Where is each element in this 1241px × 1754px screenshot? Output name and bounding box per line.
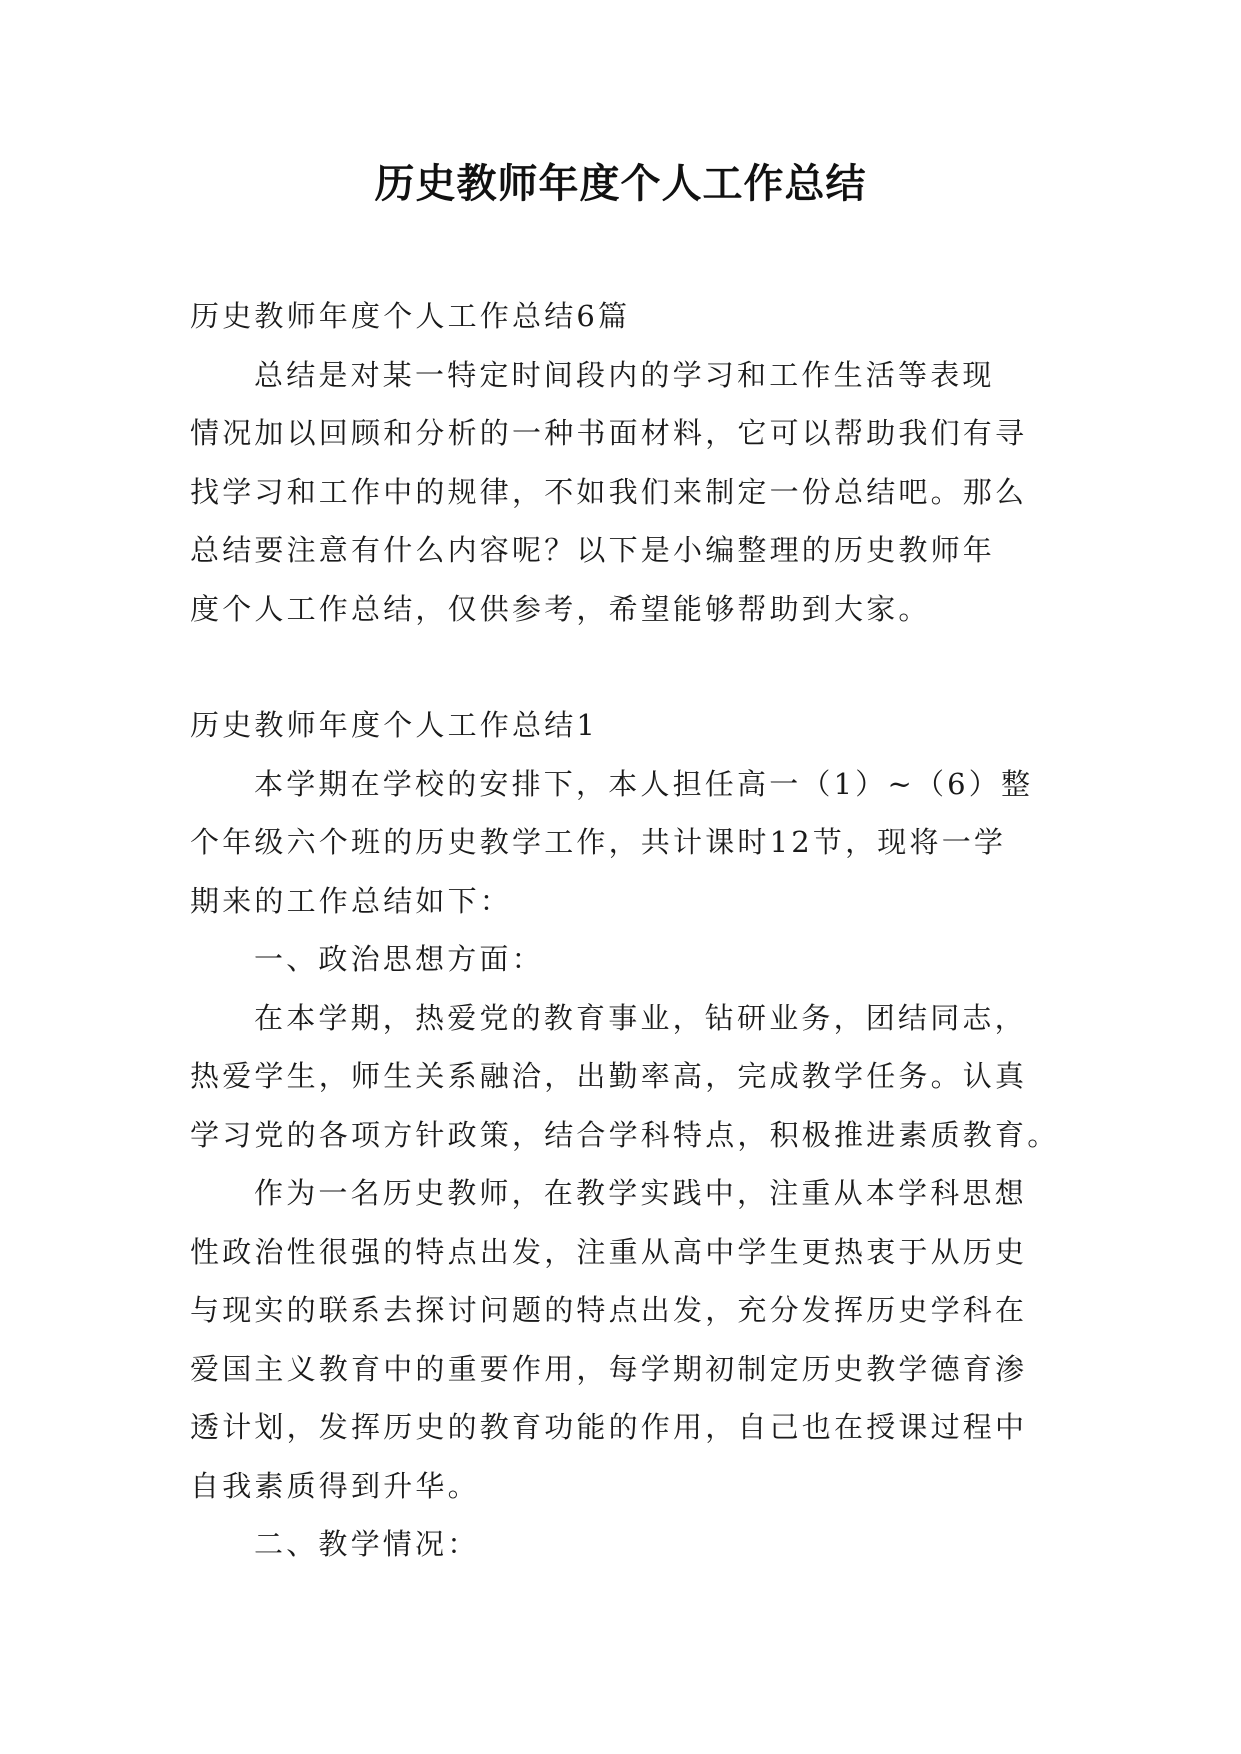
paragraph-line: 作为一名历史教师，在教学实践中，注重从本学科思想 [254,1176,1027,1210]
paragraph-line: 与现实的联系去探讨问题的特点出发，充分发挥历史学科在 [190,1293,1028,1327]
paragraph-line: 性政治性很强的特点出发，注重从高中学生更热衷于从历史 [190,1234,1028,1269]
document-subtitle: 历史教师年度个人工作总结6篇 [190,299,631,333]
paragraph-line: 在本学期，热爱党的教育事业，钻研业务，团结同志， [254,1000,1027,1035]
section-spacer [190,638,1052,696]
paragraph-line: 爱国主义教育中的重要作用，每学期初制定历史教学德育渗 [190,1351,1028,1386]
subheading-politics: 一、政治思想方面： [254,942,544,976]
intro-line: 总结要注意有什么内容呢？以下是小编整理的历史教师年 [190,533,996,567]
document-title: 历史教师年度个人工作总结 [374,161,867,207]
paragraph-politics [190,989,1060,1165]
intro-line: 找学习和工作中的规律，不如我们来制定一份总结吧。那么 [190,474,1028,509]
paragraph-line: 透计划，发挥历史的教育功能的作用，自己也在授课过程中 [190,1410,1028,1444]
paragraph-line: 自我素质得到升华。 [190,1468,480,1503]
intro-line: 度个人工作总结，仅供参考，希望能够帮助到大家。 [190,591,931,626]
paragraph-intro-duties [190,755,1052,931]
paragraph-line: 本学期在学校的安排下，本人担任高一（1）~（6）整 [254,766,1034,801]
paragraph-line: 期来的工作总结如下： [190,883,513,918]
paragraph-line: 个年级六个班的历史教学工作，共计课时12节，现将一学 [190,825,1007,859]
intro-line: 总结是对某一特定时间段内的学习和工作生活等表现 [254,357,995,392]
paragraph-line: 热爱学生，师生关系融洽，出勤率高，完成教学任务。认真 [190,1059,1028,1093]
document-body [190,287,1060,1574]
section-heading: 历史教师年度个人工作总结1 [190,708,599,742]
paragraph-history-teacher [190,1164,1052,1515]
intro-paragraph [190,346,1052,639]
intro-line: 情况加以回顾和分析的一种书面材料，它可以帮助我们有寻 [190,416,1028,450]
subheading-teaching: 二、教学情况： [254,1527,480,1561]
paragraph-line: 学习党的各项方针政策，结合学科特点，积极推进素质教育。 [190,1117,1060,1152]
